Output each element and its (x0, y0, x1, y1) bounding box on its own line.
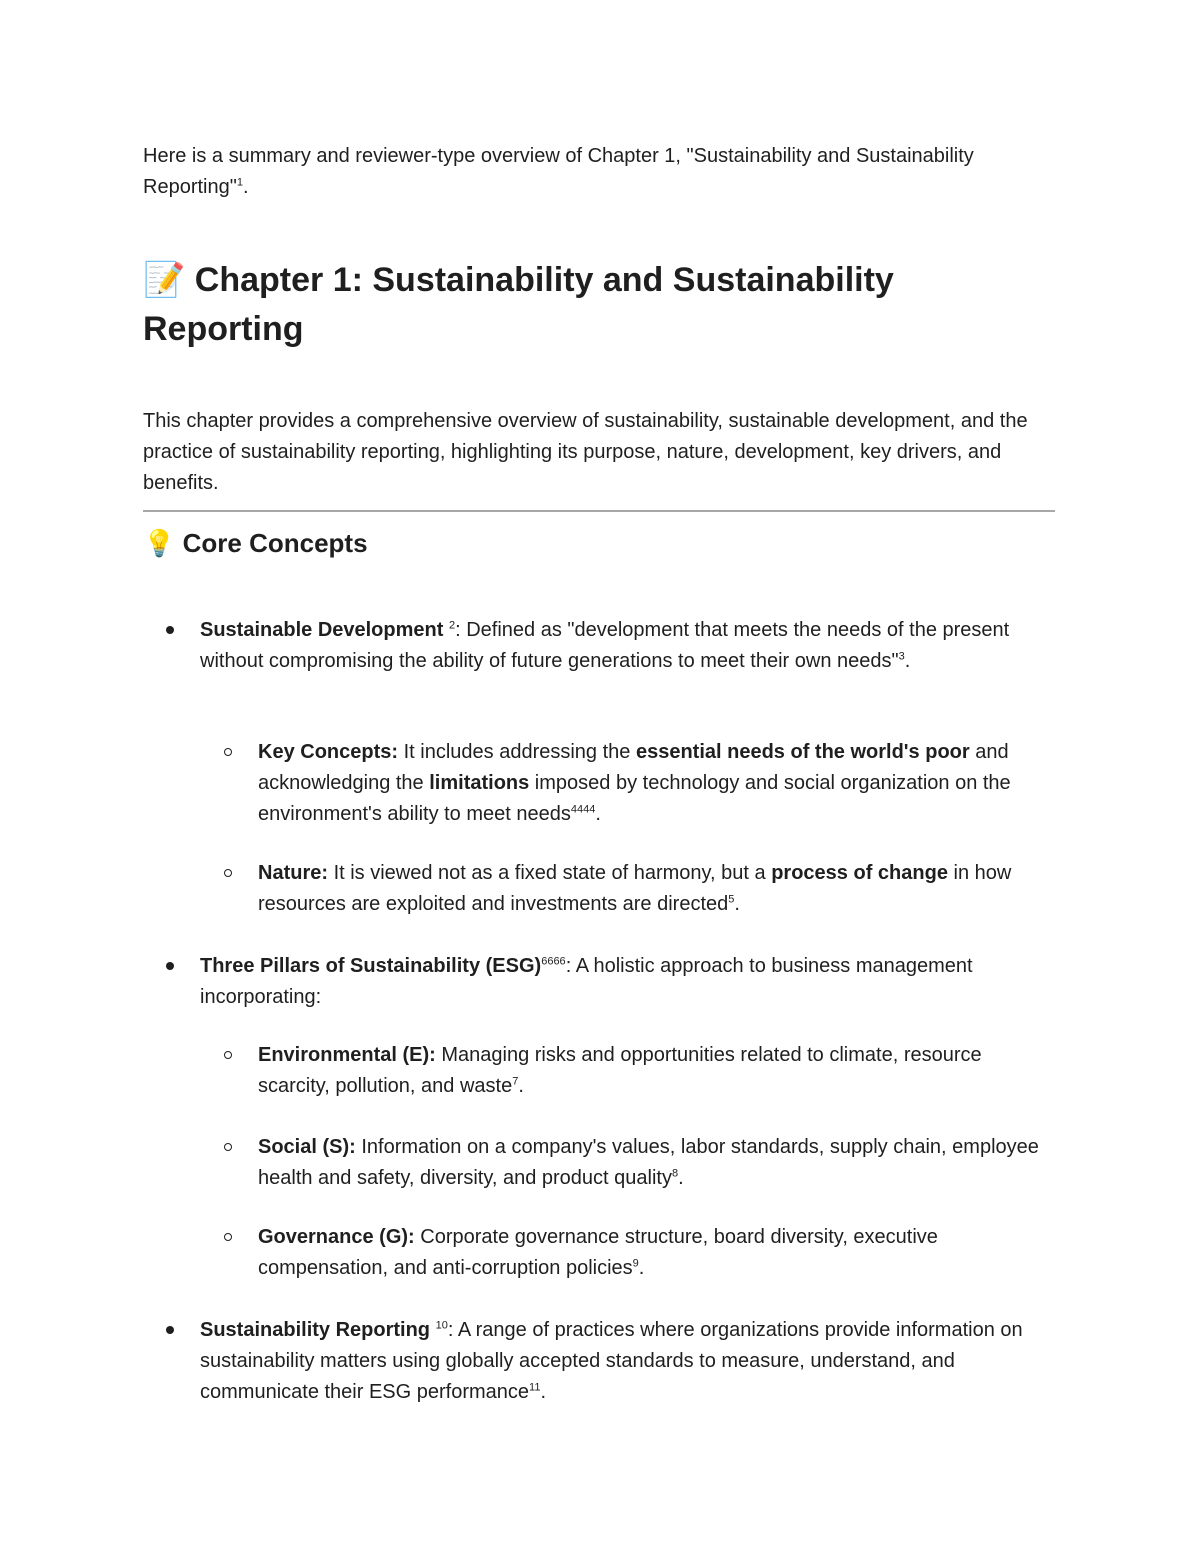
footnote-ref: 2 (448, 619, 456, 632)
footnote-ref: 5 (728, 893, 735, 906)
bullet-circle (224, 737, 232, 768)
text: Information on a company's values, labor standards, supply chain, employee health and safety, diversity, and product quality (258, 1136, 1039, 1189)
end: . (904, 650, 911, 672)
footnote-ref: 11 (529, 1381, 541, 1394)
list-item-three-pillars (200, 951, 1055, 1013)
chapter-heading (143, 256, 1055, 354)
definition: : Defined as "development that meets the needs of the present without compromising the ability of future generations to meet their own needs" (200, 619, 1010, 672)
list-item-governance (258, 1222, 1055, 1284)
footnote-ref: 6666 (541, 955, 566, 968)
term: Social (S): (258, 1136, 356, 1158)
text: in how resources are exploited and investments are directed (258, 862, 1012, 915)
footnote-ref: 8 (671, 1167, 679, 1180)
bullet-dot (166, 951, 174, 982)
list-item-nature (258, 858, 1055, 920)
term: Key Concepts: (258, 741, 399, 763)
end: . (678, 1167, 684, 1189)
definition: : A range of practices where organizations provide information on sustainability matters using globally accepted standards to measure, understand, and communicate their ESG performance (200, 1319, 1023, 1403)
text: imposed by technology and social organization on the environment's ability to meet needs (258, 772, 1011, 825)
end: . (734, 893, 740, 915)
bullet-circle (224, 1222, 232, 1253)
text: and acknowledging the (258, 741, 1009, 794)
footnote-ref: 7 (512, 1075, 519, 1088)
core-concepts-title: Core Concepts (182, 528, 368, 558)
text: It includes addressing the (398, 741, 636, 763)
chapter-description: This chapter provides a comprehensive overview of sustainability, sustainable development, and the practice of sustainability reporting, highlighting its purpose, nature, development, key drivers, and benefits. (143, 410, 1028, 494)
chapter-title: Chapter 1: Sustainability and Sustainability Reporting (143, 261, 894, 348)
footnote-ref: 9 (632, 1257, 639, 1270)
text: Managing risks and opportunities related to climate, resource scarcity, pollution, and waste (258, 1044, 982, 1097)
list-item-sustainability-reporting (200, 1315, 1055, 1408)
horizontal-divider (143, 510, 1055, 512)
bullet-circle (224, 1040, 232, 1071)
term: Sustainable Development (200, 619, 444, 641)
intro-end: . (242, 176, 249, 198)
end: . (595, 803, 601, 825)
light-bulb-icon: 💡 (143, 529, 176, 559)
footnote-ref: 4444 (570, 803, 596, 816)
intro-paragraph (143, 141, 1055, 203)
term: Sustainability Reporting (200, 1319, 431, 1341)
bullet-circle (224, 858, 232, 889)
end: . (518, 1075, 524, 1097)
bullet-dot (166, 1315, 174, 1346)
term: Nature: (258, 862, 329, 884)
footnote-ref: 3 (898, 650, 905, 663)
footnote-ref: 1 (236, 176, 243, 189)
core-concepts-heading (143, 524, 368, 563)
list-item-environmental (258, 1040, 1055, 1102)
bullet-dot (166, 615, 174, 646)
bullet-circle (224, 1132, 232, 1163)
term: Environmental (E): (258, 1044, 436, 1066)
footnote-ref: 10 (435, 1319, 448, 1332)
text: Corporate governance structure, board diversity, executive compensation, and anti-corruption policies (258, 1226, 938, 1279)
end: . (638, 1257, 645, 1279)
list-item-sustainable-development (200, 615, 1055, 677)
term: Governance (G): (258, 1226, 415, 1248)
emphasis: limitations (429, 772, 530, 794)
emphasis: process of change (771, 862, 948, 884)
list-item-key-concepts (258, 737, 1055, 830)
term: Three Pillars of Sustainability (ESG) (200, 955, 542, 977)
emphasis: essential needs of the world's poor (635, 741, 970, 763)
memo-icon: 📝 (143, 260, 186, 300)
list-item-social (258, 1132, 1055, 1194)
text: It is viewed not as a fixed state of harmony, but a (328, 862, 772, 884)
intro-text: Here is a summary and reviewer-type overview of Chapter 1, "Sustainability and Sustainability Reporting" (143, 145, 974, 198)
end: . (540, 1381, 547, 1403)
definition: : A holistic approach to business management incorporating: (200, 955, 973, 1008)
